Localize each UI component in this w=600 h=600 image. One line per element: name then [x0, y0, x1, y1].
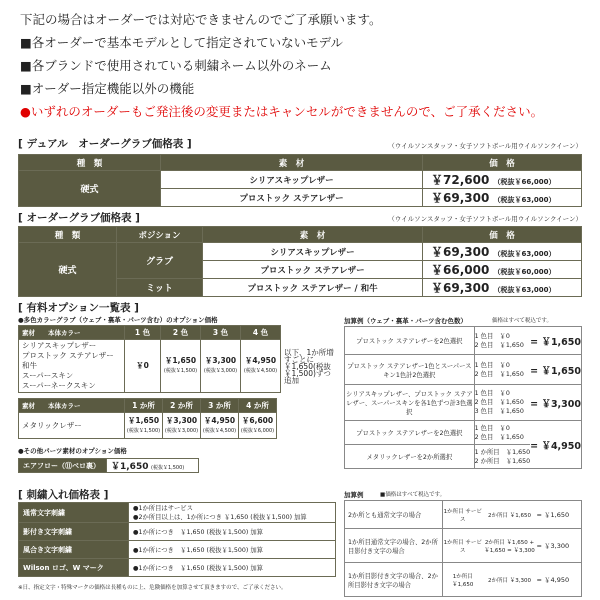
- price-cell: ￥66,000 （税抜￥60,000）: [423, 261, 582, 279]
- order-note: （ウイルソンスタッフ・女子ソフトボール用ウイルソンクイーン）: [388, 215, 582, 223]
- emb-label: 通常文字刺繍: [19, 503, 129, 523]
- material-cell: プロストック ステアレザー / 和牛: [203, 279, 423, 297]
- calc-lines: 1 か所目 ￥1,650 2 か所目 ￥1,650: [474, 445, 530, 469]
- calc2-b: 2か所目 ￥1,650: [483, 501, 537, 529]
- place-price: ￥3,300 (税抜￥3,000): [163, 413, 201, 439]
- color-price: ￥0: [125, 340, 161, 393]
- options-title: [ 有料オプション一覧表 ]: [18, 302, 139, 314]
- calc2-desc: 1か所目影付き文字の場合、2か所目影付き文字の場合: [345, 563, 443, 597]
- price-cell: ￥69,300 （税抜￥63,000）: [423, 189, 582, 207]
- notice-line: ■各ブランドで使用されている刺繍ネーム以外のネーム: [20, 58, 332, 73]
- side-note: 以下、1か所増すごとに ￥1,650(税抜￥1,500)ずつ追加: [284, 347, 334, 385]
- price-cell: ￥72,600 （税抜￥66,000）: [423, 171, 582, 189]
- notice-line: 下記の場合はオーダーでは対応できませんのでご了承願います。: [20, 12, 382, 27]
- calc2-desc: 2か所とも通常文字の場合: [345, 501, 443, 529]
- airflow-table: [18, 458, 199, 473]
- place-price: ￥4,950 (税抜￥4,500): [201, 413, 239, 439]
- emb-price: ●1か所目はサービス ●2か所目以上は、1か所につき ￥1,650 (税抜￥1,500) 加算: [129, 503, 336, 523]
- order-title: [ オーダーグラブ価格表 ]: [18, 212, 140, 224]
- dual-price-table: [18, 154, 582, 207]
- color-header: 1 色: [125, 326, 161, 340]
- col-material: 素 材: [203, 227, 423, 243]
- color-header: 2 色: [161, 326, 201, 340]
- material-list: シリアスキップレザー プロストック ステアレザー 和牛 スーパースキン スーパーネークスキン: [19, 340, 125, 393]
- notice-line: ■各オーダーで基本モデルとして指定されていないモデル: [20, 35, 344, 50]
- col-price: 価 格: [423, 227, 582, 243]
- emb-label: 風合き文字刺繍: [19, 541, 129, 559]
- material-cell: シリアスキップレザー: [203, 243, 423, 261]
- parts-title: ●その他パーツ素材のオプション価格: [18, 447, 127, 455]
- calc-title: 加算例（ウェブ・裏革・パーツ含む色数）: [344, 317, 467, 325]
- calc2-total: = ￥3,300: [537, 529, 582, 563]
- calc2-title: 加算例: [344, 491, 364, 499]
- dual-title: [ デュアル オーダーグラブ価格表 ]: [18, 138, 192, 150]
- emb-label: 影付き文字刺繍: [19, 523, 129, 541]
- calc-total: = ￥4,950: [530, 421, 581, 469]
- calc-total: = ￥1,650: [530, 327, 581, 355]
- col-kind: 種 類: [19, 227, 117, 243]
- price-cell: ￥69,300 （税抜￥63,000）: [423, 243, 582, 261]
- calc-table: [344, 326, 582, 469]
- color-price: ￥3,300 (税抜￥3,000): [201, 340, 241, 393]
- place-price: ￥6,600 (税抜￥6,000): [239, 413, 277, 439]
- material-header: 素材 本体カラー: [19, 399, 125, 413]
- multi-color-title: ●多色カラーグラブ（ウェブ・裏革・パーツ含む）のオプション価格: [18, 316, 218, 324]
- price-cell: ￥69,300 （税抜￥63,000）: [423, 279, 582, 297]
- calc2-a: 1か所目 ￥1,650: [443, 563, 483, 597]
- calc-desc: プロストック ステアレザーを2色選択: [345, 327, 475, 355]
- notice-line: ■オーダー指定機能以外の機能: [20, 81, 195, 96]
- calc-note: 価格はすべて税込です。: [492, 318, 552, 324]
- notice-block: [20, 8, 543, 123]
- notice-warning: ●いずれのオーダーもご発注後の変更またはキャンセルができませんので、ご了承ください。: [20, 104, 544, 119]
- place-price: ￥1,650 (税抜￥1,500): [125, 413, 163, 439]
- emb-label: Wilson ロゴ、W マーク: [19, 559, 129, 577]
- color-price: ￥4,950 (税抜￥4,500): [241, 340, 281, 393]
- place-header: 4 か所: [239, 399, 277, 413]
- metallic-label: メタリックレザー: [19, 413, 125, 439]
- calc-total: = ￥3,300: [530, 385, 581, 421]
- metallic-table: [18, 398, 336, 439]
- embroidery-footnote: ※日、指定文字・特殊マークの価格は長種ものに上、危険価格を加算させて頂きますので、ご了承ください。: [18, 585, 287, 591]
- place-header: 1 か所: [125, 399, 163, 413]
- emb-price: ●1か所につき ￥1,650 (税抜￥1,500) 加算: [129, 541, 336, 559]
- emb-price: ●1か所につき ￥1,650 (税抜￥1,500) 加算: [129, 559, 336, 577]
- calc2-total: = ￥1,650: [537, 501, 582, 529]
- order-price-table: [18, 226, 582, 297]
- col-kind: 種 類: [19, 155, 161, 171]
- material-cell: プロストック ステアレザー: [203, 261, 423, 279]
- calc-total: = ￥1,650: [530, 355, 581, 385]
- calc2-total: = ￥4,950: [537, 563, 582, 597]
- material-header: 素材 本体カラー: [19, 326, 125, 340]
- kind-cell: 硬式: [19, 243, 117, 297]
- calc2-table: [344, 500, 582, 597]
- calc2-b: 2か所目 ￥1,650 + ￥1,650 = ￥3,300: [483, 529, 537, 563]
- calc-desc: シリアスキップレザー、プロストック ステアレザー、スーパースキンを各1色ずつ計3色選択: [345, 385, 475, 421]
- calc-lines: 1 色目 ￥0 2 色目 ￥1,650: [474, 327, 530, 355]
- calc-lines: 1 色目 ￥0 2 色目 ￥1,650 3 色目 ￥1,650: [474, 385, 530, 421]
- calc2-a: 1か所目 サービス: [443, 529, 483, 563]
- calc-lines: 1 色目 ￥0 2 色目 ￥1,650: [474, 355, 530, 385]
- dual-note: （ウイルソンスタッフ・女子ソフトボール用ウイルソンクイーン）: [388, 142, 582, 150]
- color-header: 3 色: [201, 326, 241, 340]
- position-cell: ミット: [117, 279, 203, 297]
- color-price: ￥1,650 (税抜￥1,500): [161, 340, 201, 393]
- calc2-a: 1か所目 サービス: [443, 501, 483, 529]
- position-cell: グラブ: [117, 243, 203, 279]
- multi-color-table: [18, 325, 336, 393]
- airflow-label: エアフロー（⑪ベロ裏）: [19, 459, 107, 473]
- place-header: 3 か所: [201, 399, 239, 413]
- calc-desc: プロストック ステアレザーを2色選択: [345, 421, 475, 445]
- kind-cell: 硬式: [19, 171, 161, 207]
- embroidery-table: [18, 502, 336, 577]
- calc2-b: 2か所目 ￥3,300: [483, 563, 537, 597]
- calc-desc: メタリックレザーを2か所選択: [345, 445, 475, 469]
- emb-price: ●1か所につき ￥1,650 (税抜￥1,500) 加算: [129, 523, 336, 541]
- calc-lines: 1 色目 ￥0 2 色目 ￥1,650: [474, 421, 530, 445]
- col-material: 素 材: [161, 155, 423, 171]
- material-cell: シリアスキップレザー: [161, 171, 423, 189]
- calc-desc: プロストック ステアレザー1色とスーパースキン1色計2色選択: [345, 355, 475, 385]
- material-cell: プロストック ステアレザー: [161, 189, 423, 207]
- place-header: 2 か所: [163, 399, 201, 413]
- embroidery-title: [ 刺繍入れ価格表 ]: [18, 489, 109, 501]
- col-price: 価 格: [423, 155, 582, 171]
- col-position: ポジション: [117, 227, 203, 243]
- calc2-desc: 1か所目通常文字の場合、2か所目影付き文字の場合: [345, 529, 443, 563]
- color-header: 4 色: [241, 326, 281, 340]
- airflow-price: ￥1,650 (税抜￥1,500): [107, 459, 199, 473]
- calc2-note: ■価格はすべて税込です。: [380, 492, 446, 498]
